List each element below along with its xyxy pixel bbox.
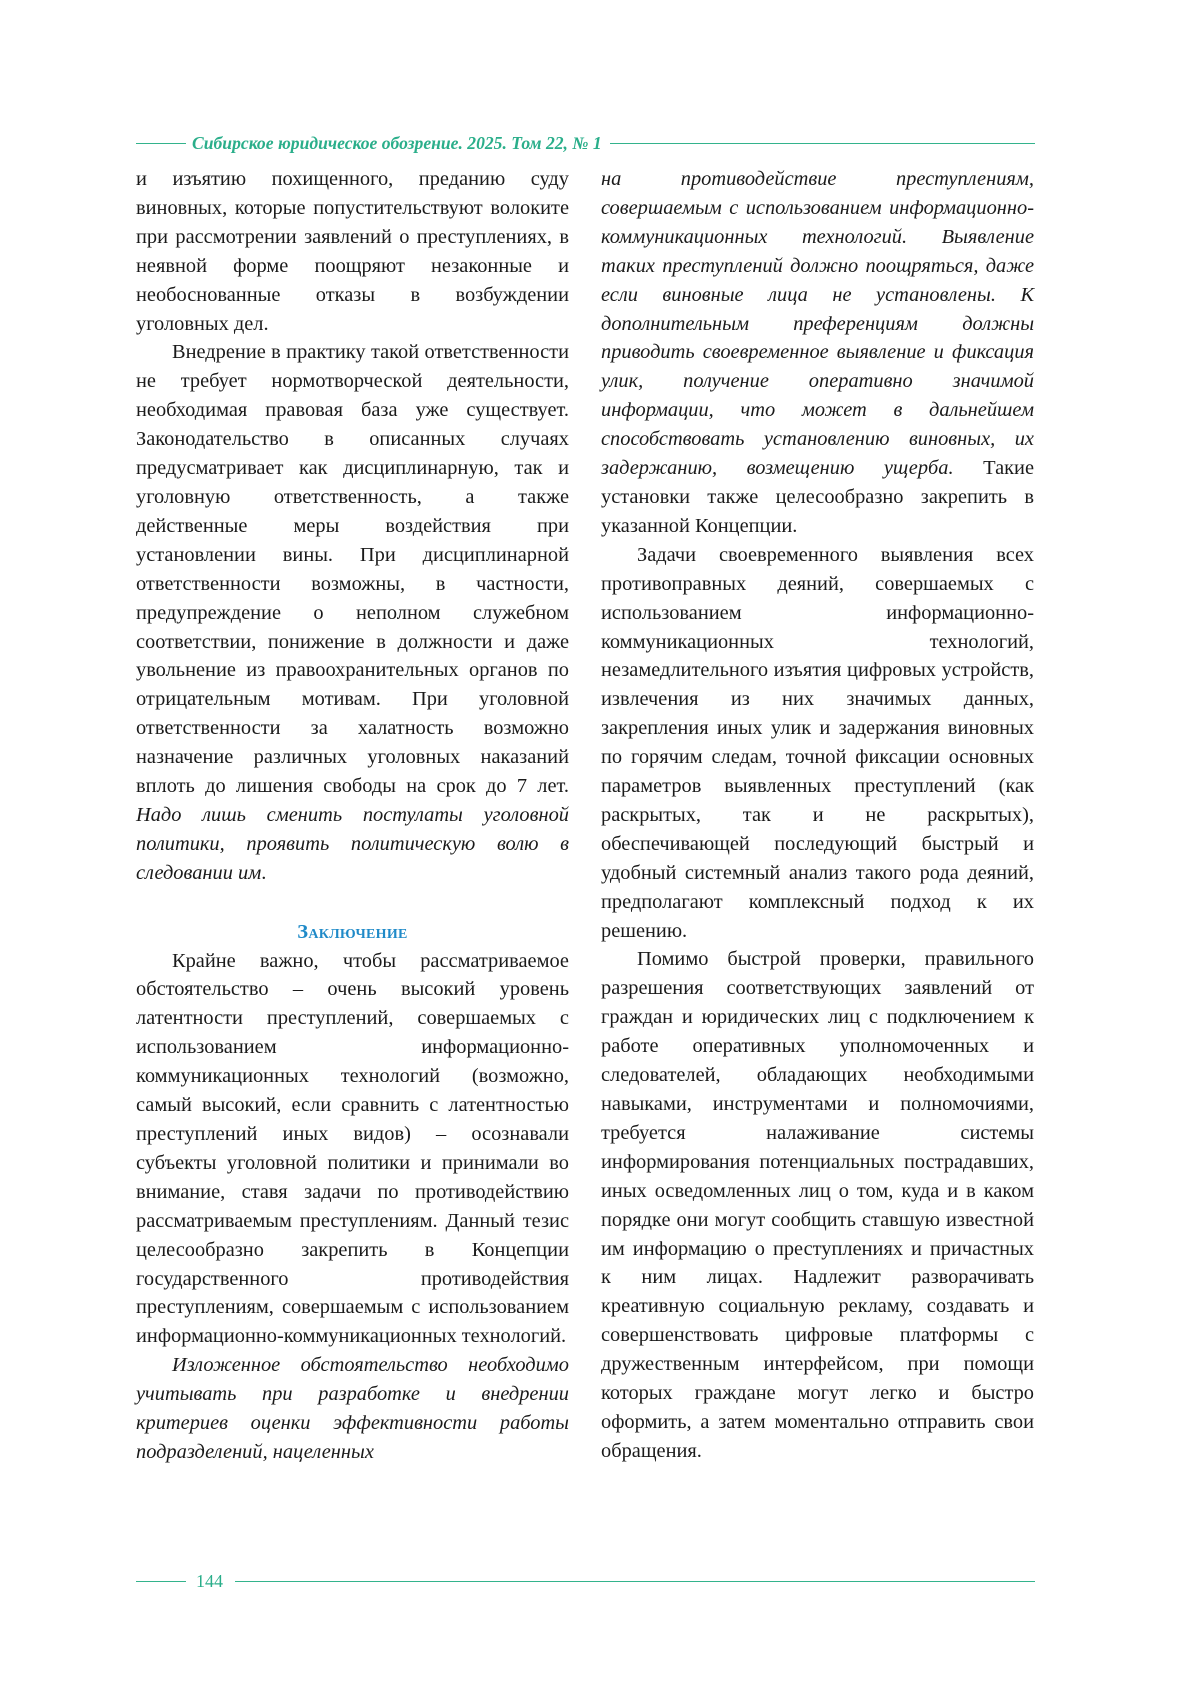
left-column xyxy=(136,165,569,1467)
paragraph-text: Внедрение в практику такой ответственности не требует нормотворческой деятельности, необходимая правовая база уже существует. Законодательство в описанных случаях предусматривает как дисциплинарную, так и уголовную ответственность, а также действенные меры воздействия при установлении вины. При дисциплинарной ответственности возможны, в частности, предупреждение о неполном служебном соответствии, понижение в должности и даже увольнение из правоохранительных органов по отрицательным мотивам. При уголовной ответственности за халатность возможно назначение различных уголовных наказаний вплоть до лишения свободы на срок до 7 лет. xyxy=(136,341,569,798)
paragraph: и изъятию похищенного, преданию суду виновных, которые попустительствуют волоките при рассмотрении заявлений о преступлениях, в неявной форме поощряют незаконные и необоснованные отказы в возбуждении уголовных дел. xyxy=(136,168,569,335)
emphasis-text: Надо лишь сменить постулаты уголовной политики, проявить политическую волю в следовании им xyxy=(136,803,569,884)
page-footer xyxy=(136,1568,1035,1594)
page-number: 144 xyxy=(196,1570,223,1591)
paragraph xyxy=(601,165,1034,541)
paragraph: Крайне важно, чтобы рассматриваемое обстоятельство – очень высокий уровень латентности преступлений, совершаемых с использованием информационно-коммуникационных технологий (возможно, самый высокий, если сравнить с латентностью преступлений иных видов) – осознавали субъекты уголовной политики и принимали во внимание, ставя задачи по противодействию рассматриваемым преступлениям. Данный тезис целесообразно закрепить в Концепции государственного противодействия преступлениям, совершаемым с использованием информационно-коммуникационных технологий. xyxy=(136,949,569,1348)
footer-rule-right xyxy=(235,1581,1035,1582)
paragraph-text: Такие установки также целесообразно закрепить в указанной Концепции. xyxy=(601,457,1034,537)
header-rule-right xyxy=(610,143,1035,144)
paragraph: Помимо быстрой проверки, правильного разрешения соответствующих заявлений от граждан и юридических лиц с подключением к работе оперативных уполномоченных и следователей, обладающих необходимыми навыками, инструментами и полномочиями, требуется налаживание системы информирования потенциальных пострадавших, иных осведомленных лиц о том, куда и в каком порядке они могут сообщить ставшую известной им информацию о преступлениях и причастных к ним лицах. Надлежит разворачивать креативную социальную рекламу, создавать и совершенствовать цифровые платформы с дружественным интерфейсом, при помощи которых граждане могут легко и быстро оформить, а затем моментально отправить свои обращения. xyxy=(601,948,1034,1462)
paragraph: Изложенное обстоятельство необходимо учитывать при разработке и внедрении критериев оценки эффективности работы подразделений, нацеленных xyxy=(136,1354,569,1463)
paragraph: Задачи своевременного выявления всех противоправных деяний, совершаемых с использованием информационно-коммуникационных технологий, незамедлительного изъятия цифровых устройств, извлечения из них значимых данных, закрепления иных улик и задержания виновных по горячим следам, точной фиксации основных параметров выявленных преступлений (как раскрытых, так и не раскрытых), обеспечивающей последующий быстрый и удобный системный анализ такого рода деяний, предполагают комплексный подход к их решению. xyxy=(601,543,1034,942)
paragraph xyxy=(136,338,569,887)
paragraph-end: . xyxy=(261,861,267,884)
section-heading: Заключение xyxy=(297,920,408,943)
emphasis-text: на противодействие преступлениям, совершаемым с использованием информационно-коммуникационных технологий. Выявление таких преступлений должно поощряться, даже если виновные лица не установлены. К дополнительным преференциям должны приводить своевременное выявление и фиксация улик, получение оперативно значимой информации, что может в дальнейшем способствовать установлению виновных, их задержанию, возмещению ущерба. xyxy=(601,168,1034,480)
running-header xyxy=(136,130,1035,156)
footer-rule-left xyxy=(136,1581,186,1582)
journal-title: Сибирское юридическое обозрение. 2025. Том 22, № 1 xyxy=(192,132,602,153)
right-column xyxy=(601,165,1034,1466)
header-rule-left xyxy=(136,143,186,144)
